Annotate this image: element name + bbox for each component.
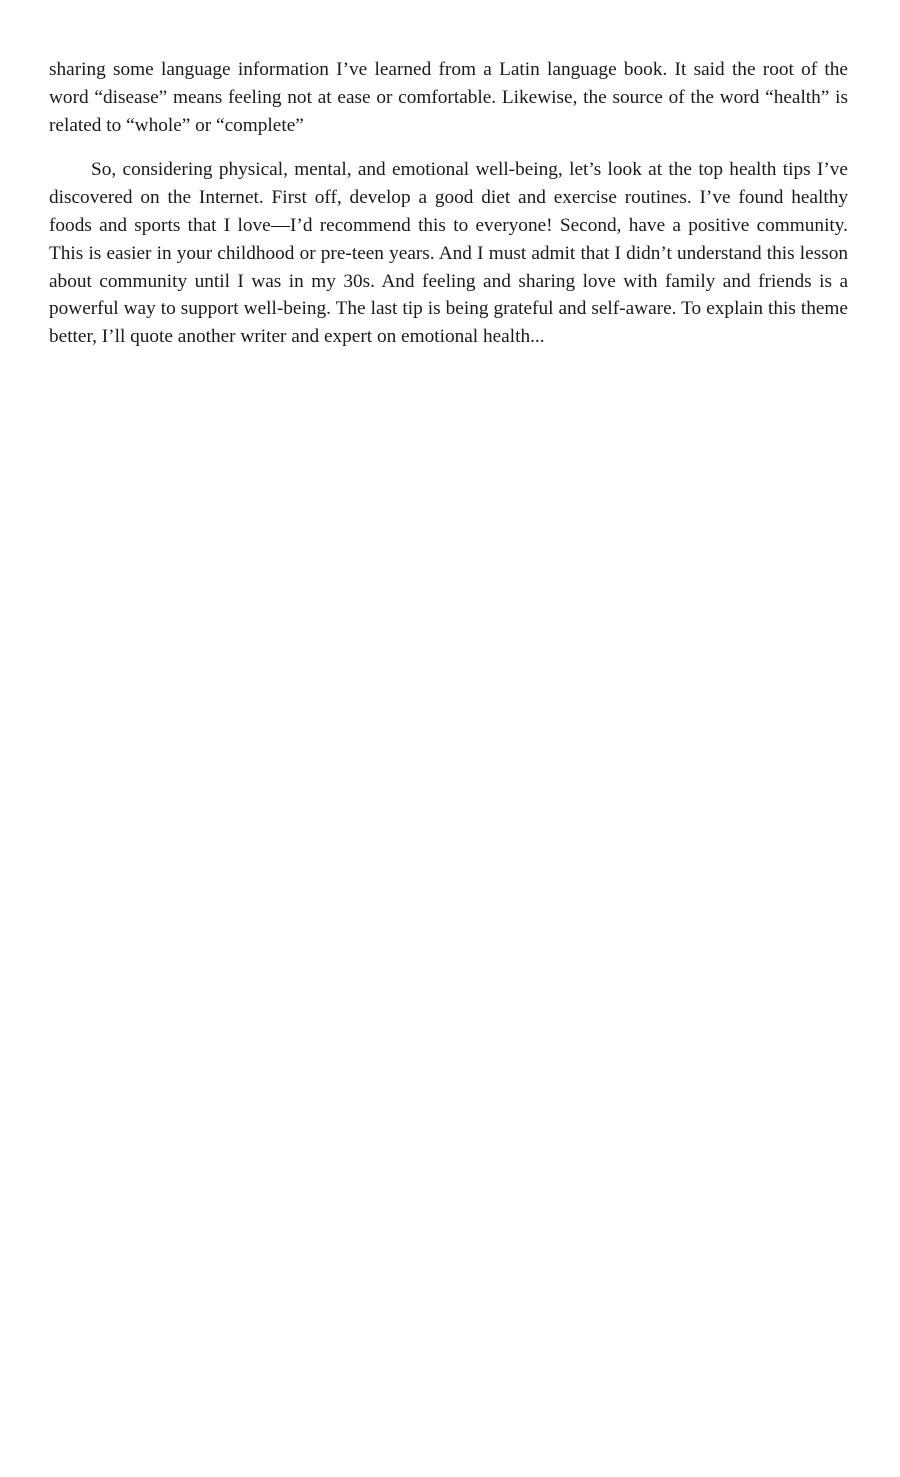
paragraph-health-tips: So, considering physical, mental, and emotional well-being, let’s look at the top health tips I’ve discovered on the Internet. First off, develop a good diet and exercise routines. I’ve found healthy foods and sports that I love—I’d recommend this to everyone! Second, have a positive community. This is easier in your childhood or pre-teen years. And I must admit that I didn’t understand this lesson about community until I was in my 30s. And feeling and sharing love with family and friends is a powerful way to support well-being. The last tip is being grateful and self-aware. To explain this theme better, I’ll quote another writer and expert on emotional health...: [49, 159, 848, 348]
body-text: [49, 56, 848, 351]
paragraph-continuation: sharing some language information I’ve learned from a Latin language book. It said the root of the word “disease” means feeling not at ease or comfortable. Likewise, the source of the word “health” is related to “whole” or “complete”: [49, 59, 848, 136]
